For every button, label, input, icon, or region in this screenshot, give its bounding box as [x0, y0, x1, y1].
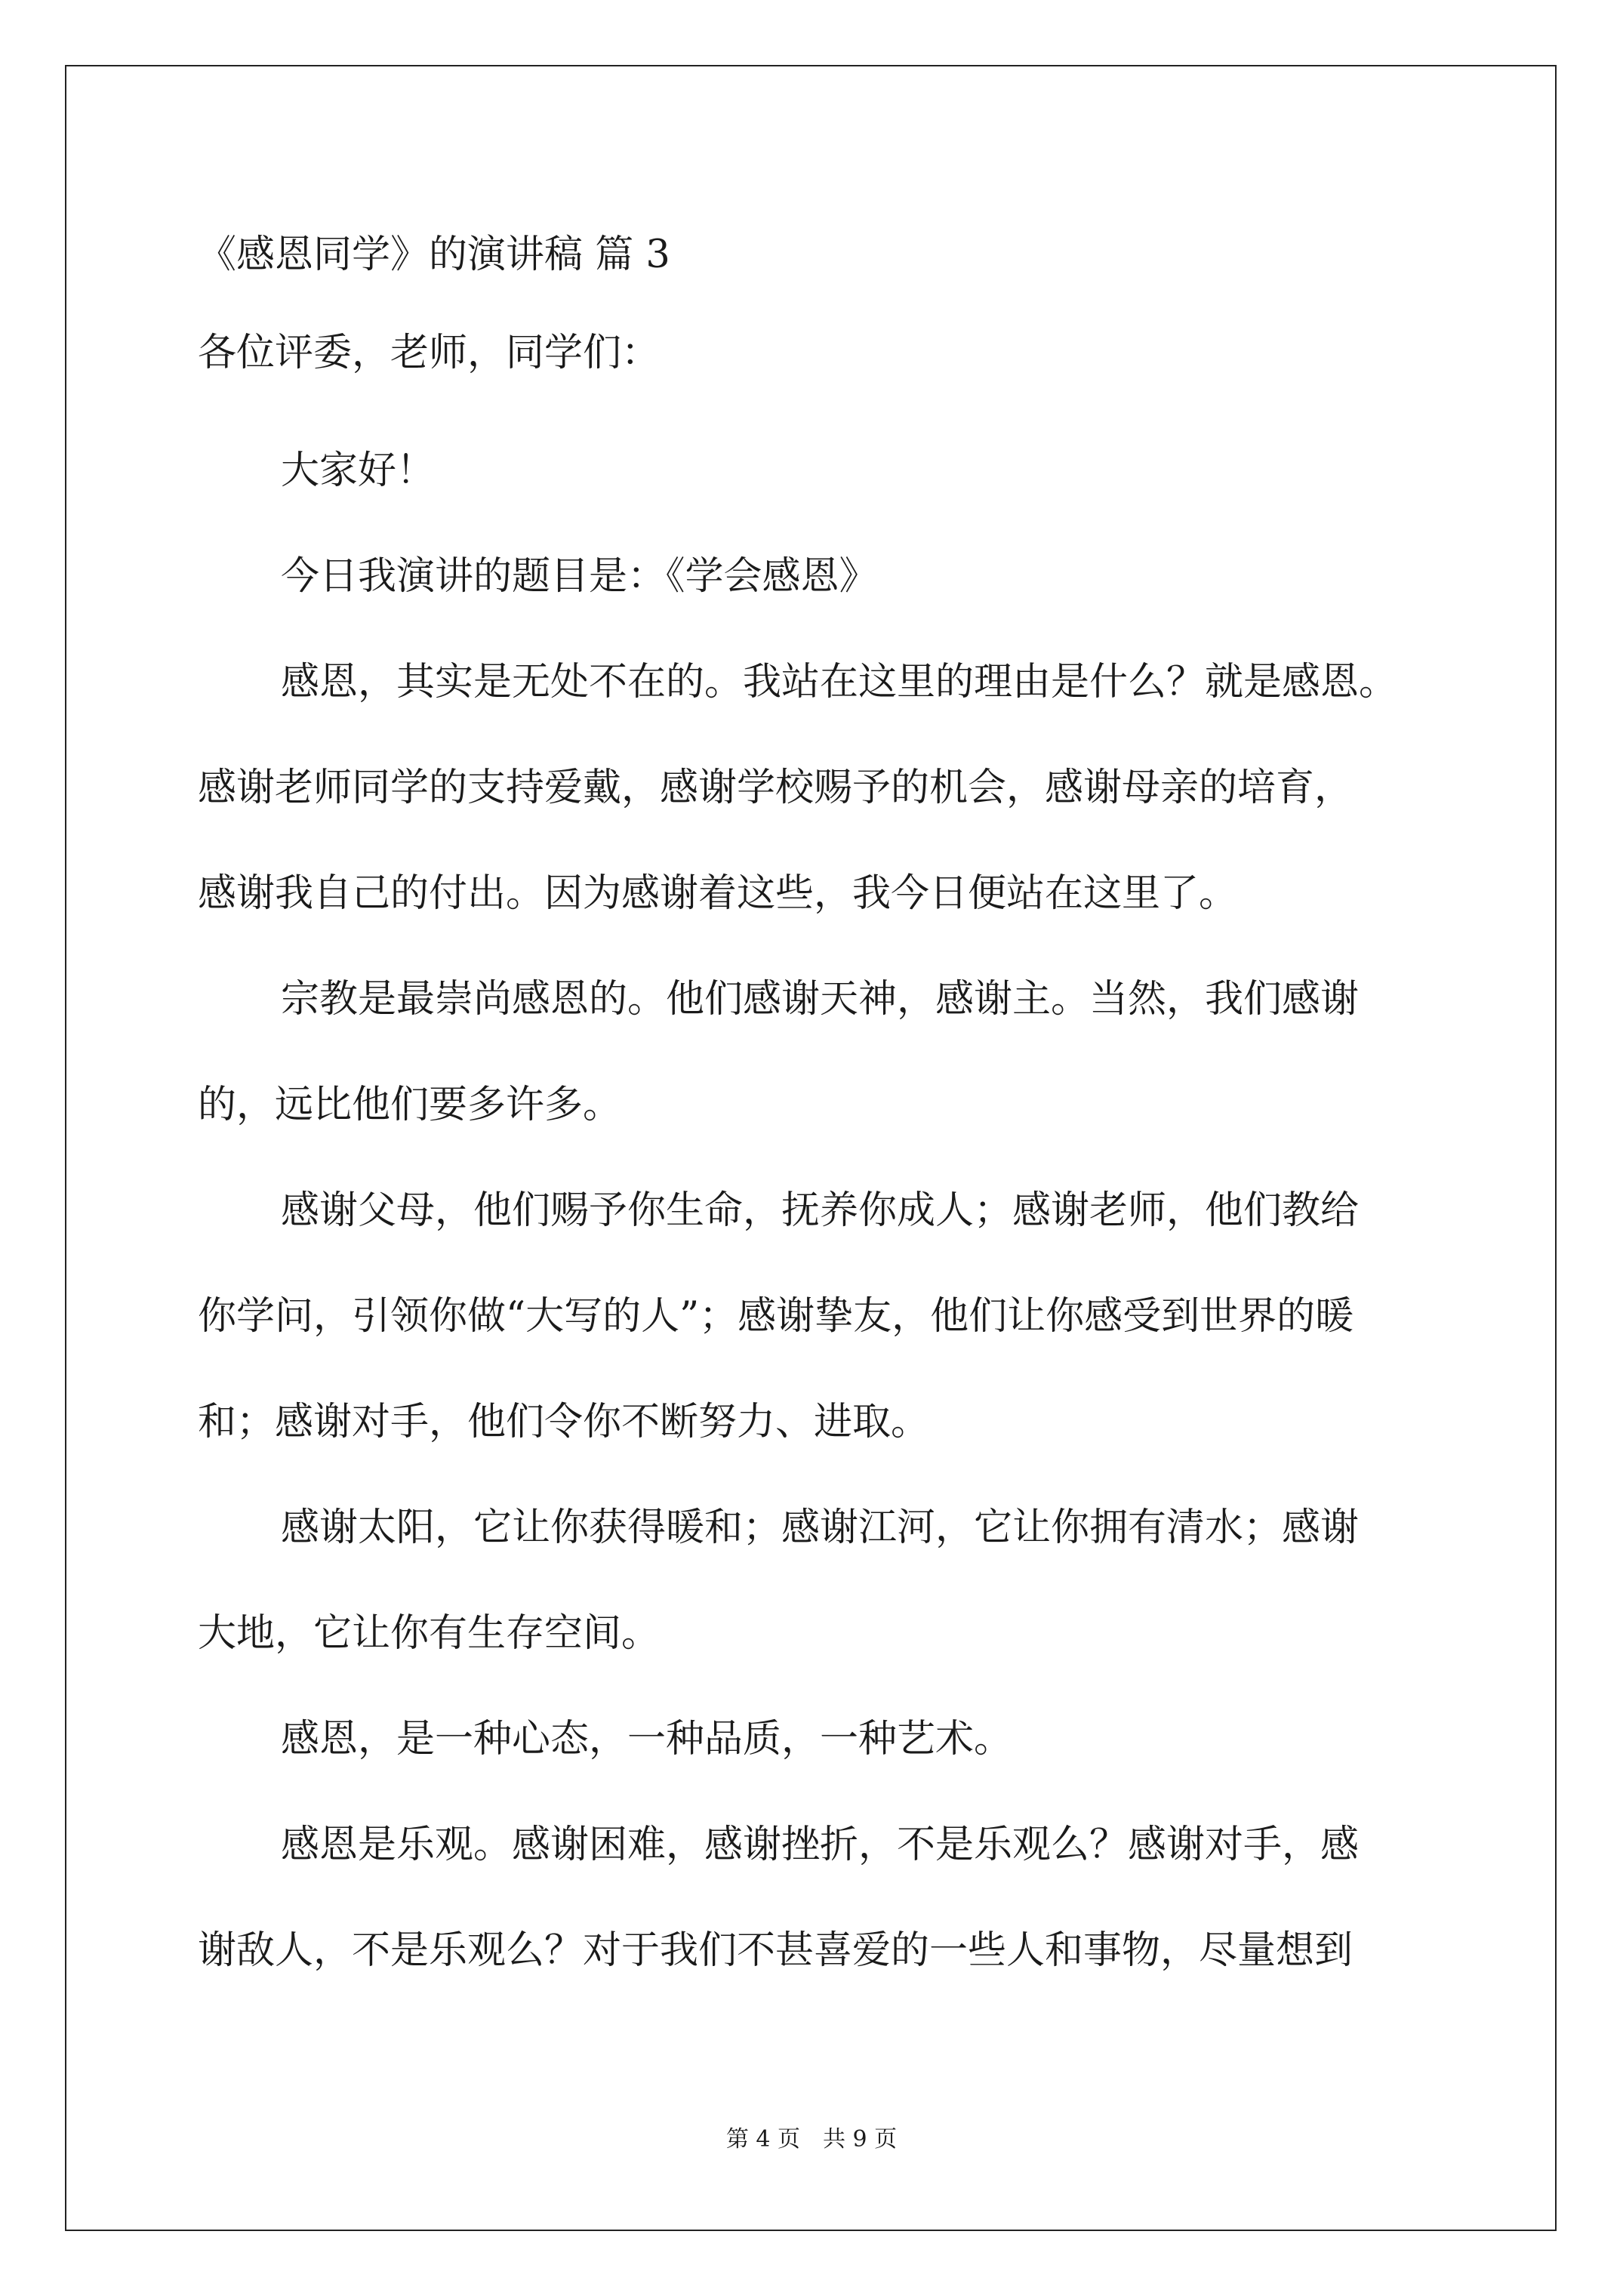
paragraph-line: 今日我演讲的题目是：《学会感恩》	[281, 554, 878, 599]
paragraph-line: 你学问，引领你做“大写的人”；感谢挚友，他们让你感受到世界的暖	[198, 1294, 1354, 1339]
document-title: 《感恩同学》的演讲稿 篇 3	[198, 233, 670, 277]
paragraph-line: 大地，它让你有生存空间。	[198, 1611, 661, 1656]
paragraph-line: 大家好！	[281, 448, 436, 493]
page-number-footer: 第 4 页 共 9 页	[725, 2126, 898, 2153]
paragraph-line: 感恩，是一种心态，一种品质，一种艺术。	[281, 1717, 1013, 1761]
paragraph-line: 宗教是最崇尚感恩的。他们感谢天神，感谢主。当然，我们感谢	[281, 977, 1360, 1022]
paragraph-line: 的，远比他们要多许多。	[198, 1083, 622, 1127]
paragraph-line: 感恩是乐观。感谢困难，感谢挫折，不是乐观么？感谢对手，感	[281, 1823, 1360, 1867]
paragraph-line: 感谢父母，他们赐予你生命，抚养你成人；感谢老师，他们教给	[281, 1188, 1360, 1233]
paragraph-line: 谢敌人，不是乐观么？对于我们不甚喜爱的一些人和事物，尽量想到	[198, 1928, 1354, 1973]
paragraph-line: 感谢太阳，它让你获得暖和；感谢江河，它让你拥有清水；感谢	[281, 1505, 1360, 1550]
paragraph-line: 感谢老师同学的支持爱戴，感谢学校赐予的机会，感谢母亲的培育，	[198, 766, 1354, 810]
paragraph-line: 和；感谢对手，他们令你不断努力、进取。	[198, 1400, 930, 1444]
salutation: 各位评委，老师，同学们：	[198, 331, 661, 375]
paragraph-line: 感恩，其实是无处不在的。我站在这里的理由是什么？就是感恩。	[281, 660, 1398, 704]
paragraph-line: 感谢我自己的付出。因为感谢着这些，我今日便站在这里了。	[198, 871, 1238, 916]
